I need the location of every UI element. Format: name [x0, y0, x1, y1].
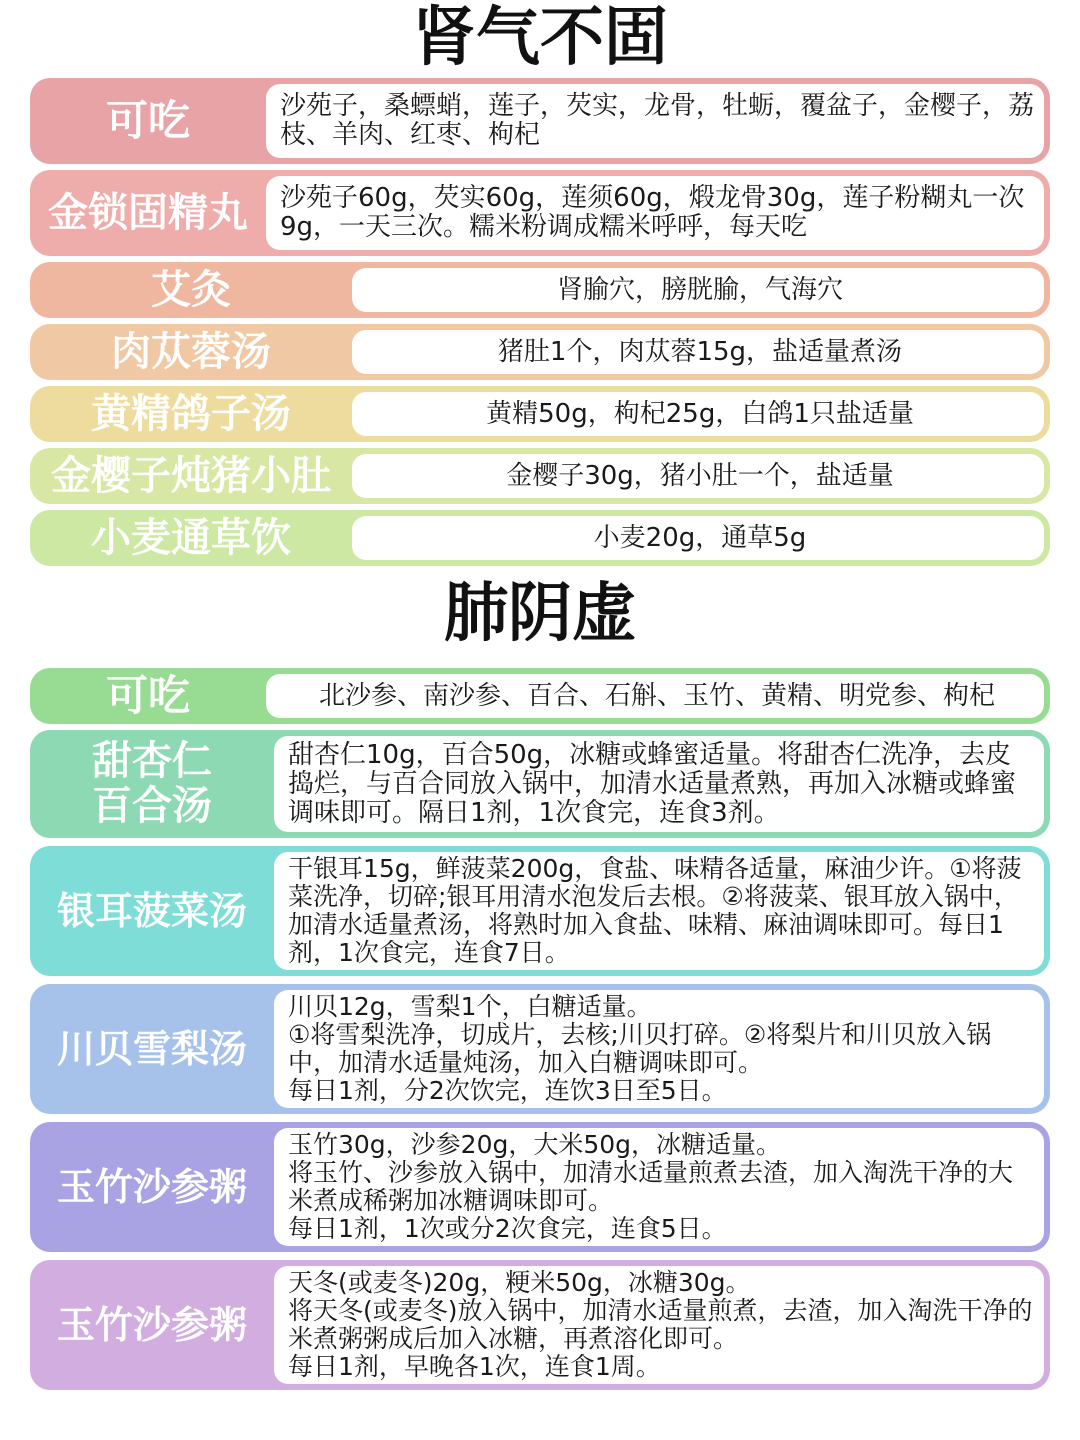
row-s1-2 [30, 262, 1050, 318]
row-text-value: 肾腧穴，膀胱腧，气海穴 [556, 274, 843, 305]
row-s1-3 [30, 324, 1050, 380]
row-label: 肉苁蓉汤 [111, 328, 271, 375]
row-label: 玉竹沙参粥 [56, 1302, 247, 1347]
row-s2-1 [30, 730, 1050, 838]
section2-title: 肺阴虚 [444, 577, 636, 651]
row-label: 金樱子炖猪小肚 [51, 452, 331, 499]
row-text [266, 176, 1044, 250]
row-text-value: 沙苑子，桑螵蛸，莲子，芡实，龙骨，牡蛎，覆盆子，金樱子，荔枝、羊肉、红枣、枸杞 [280, 91, 1035, 150]
row-s2-0 [30, 668, 1050, 724]
row-label: 可吃 [105, 671, 190, 721]
row-text [352, 454, 1044, 498]
row-label: 可吃 [105, 96, 190, 146]
row-text [352, 268, 1044, 312]
row-text-value: 小麦20g，通草5g [593, 522, 807, 553]
row-text-value: 黄精50g，枸杞25g，白鸽1只盐适量 [486, 398, 914, 429]
row-text [266, 674, 1044, 718]
row-label: 金锁固精丸 [48, 189, 248, 236]
row-s1-4 [30, 386, 1050, 442]
row-s1-6 [30, 510, 1050, 566]
row-text [274, 1128, 1044, 1246]
row-text [274, 852, 1044, 970]
row-text-value: 沙苑子60g，芡实60g，莲须60g，煅龙骨30g，莲子粉糊丸一次9g，一天三次。糯米粉调成糯米呼呼，每天吃 [280, 183, 1025, 242]
row-label: 川贝雪梨汤 [56, 1026, 247, 1071]
row-text-value: 甜杏仁10g，百合50g，冰糖或蜂蜜适量。将甜杏仁洗净，去皮捣烂，与百合同放入锅中，加清水适量煮熟，再加入冰糖或蜂蜜调味即可。隔日1剂，1次食完，连食3剂。 [288, 739, 1017, 828]
row-text-value: 川贝12g，雪梨1个，白糖适量。 ①将雪梨洗净，切成片，去核;川贝打碎。②将梨片和川贝放入锅中，加清水适量炖汤，加入白糖调味即可。 每日1剂，分2次饮完，连饮3日至5日。 [288, 992, 992, 1105]
row-text [274, 736, 1044, 832]
row-text-value: 干银耳15g，鲜菠菜200g，食盐、味精各适量，麻油少许。①将菠菜洗净，切碎;银耳用清水泡发后去根。②将菠菜、银耳放入锅中，加清水适量煮汤，将熟时加入食盐、味精、麻油调味即可。每日1剂，1次食完，连食7日。 [288, 854, 1022, 967]
row-s1-0 [30, 78, 1050, 164]
row-text-value: 天冬(或麦冬)20g，粳米50g，冰糖30g。 将天冬(或麦冬)放入锅中，加清水适量煎煮，去渣，加入淘洗干净的米煮粥粥成后加入冰糖，再煮溶化即可。 每日1剂，早晚各1次，连食1周。 [288, 1268, 1033, 1381]
row-label: 小麦通草饮 [91, 514, 291, 561]
row-text-value: 北沙参、南沙参、百合、石斛、玉竹、黄精、明党参、枸杞 [318, 680, 995, 711]
row-text [274, 1266, 1044, 1384]
row-label: 玉竹沙参粥 [56, 1164, 247, 1209]
row-text [352, 516, 1044, 560]
row-s1-5 [30, 448, 1050, 504]
row-text-value: 金樱子30g，猪小肚一个，盐适量 [506, 460, 894, 491]
row-text-value: 玉竹30g，沙参20g，大米50g，冰糖适量。 将玉竹、沙参放入锅中，加清水适量煎煮去渣，加入淘洗干净的大米煮成稀粥加冰糖调味即可。 每日1剂，1次或分2次食完，连食5日。 [288, 1130, 1014, 1243]
row-s2-3 [30, 984, 1050, 1114]
row-s2-4 [30, 1122, 1050, 1252]
row-text [352, 392, 1044, 436]
row-label: 甜杏仁 百合汤 [92, 738, 212, 829]
row-text [266, 84, 1044, 158]
row-label: 银耳菠菜汤 [56, 888, 247, 933]
row-s2-2 [30, 846, 1050, 976]
row-text [274, 990, 1044, 1108]
row-label: 黄精鸽子汤 [91, 390, 291, 437]
row-text-value: 猪肚1个，肉苁蓉15g，盐适量煮汤 [497, 336, 903, 367]
row-label: 艾灸 [151, 266, 231, 313]
row-s2-5 [30, 1260, 1050, 1390]
row-text [352, 330, 1044, 374]
row-s1-1 [30, 170, 1050, 256]
section1-title: 肾气不固 [412, 1, 668, 75]
